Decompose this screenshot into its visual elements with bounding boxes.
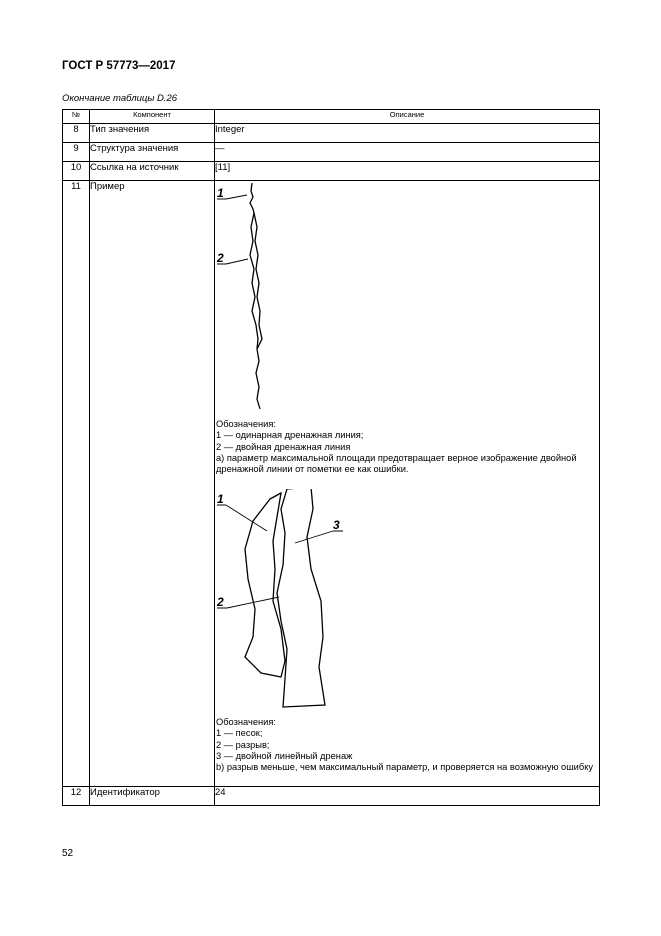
legend-2-note: b) разрыв меньше, чем максимальный параметр, и проверяется на возможную ошибку [216, 762, 594, 773]
table-header-row [63, 110, 600, 124]
row-num: 9 [63, 143, 90, 162]
legend-2-item-1: 1 — песок; [216, 728, 263, 739]
figure1-marker-1: 1 [217, 186, 224, 200]
row-description: 24 [215, 787, 600, 806]
page-number: 52 [62, 848, 74, 859]
legend-2-title: Обозначения: [216, 717, 276, 727]
row-description: — [215, 143, 600, 162]
row-component: Структура значения [90, 143, 215, 162]
table-row [63, 162, 600, 181]
legend-1-item-1: 1 — одинарная дренажная линия; [216, 430, 364, 441]
legend-1-title: Обозначения: [216, 419, 276, 429]
legend-2-item-2: 2 — разрыв; [216, 739, 270, 750]
row-component: Тип значения [90, 124, 215, 143]
sand-gap-figure [215, 489, 365, 714]
figure2-marker-2: 2 [217, 595, 224, 609]
component-table [62, 109, 600, 806]
row-component: Ссылка на источник [90, 162, 215, 181]
row-num: 12 [63, 787, 90, 806]
drainage-lines-figure [215, 183, 335, 413]
row-description: Integer [215, 124, 600, 143]
header-description: Описание [215, 110, 600, 124]
legend-2 [216, 717, 594, 773]
document-title: ГОСТ Р 57773—2017 [62, 60, 176, 72]
legend-1-note: a) параметр максимальной площади предотвращает верное изображение двойной дренажной линии от пометки ее как ошибки. [216, 452, 577, 475]
table-row [63, 143, 600, 162]
row-num: 8 [63, 124, 90, 143]
row-description: [11] [215, 162, 600, 181]
example-description [215, 181, 600, 787]
table-caption: Окончание таблицы D.26 [62, 93, 178, 104]
row-num: 11 [63, 181, 90, 787]
legend-2-item-3: 3 — двойной линейный дренаж [216, 750, 353, 761]
figure2-marker-1: 1 [217, 492, 224, 506]
row-num: 10 [63, 162, 90, 181]
header-num: № [63, 110, 90, 124]
header-component: Компонент [90, 110, 215, 124]
figure1-marker-2: 2 [217, 251, 224, 265]
figure2-marker-3: 3 [333, 518, 340, 532]
row-component: Пример [90, 181, 215, 787]
table-row [63, 124, 600, 143]
example-row [63, 181, 600, 787]
row-component: Идентификатор [90, 787, 215, 806]
table-row [63, 787, 600, 806]
legend-1 [216, 419, 594, 475]
legend-1-item-2: 2 — двойная дренажная линия [216, 441, 351, 452]
